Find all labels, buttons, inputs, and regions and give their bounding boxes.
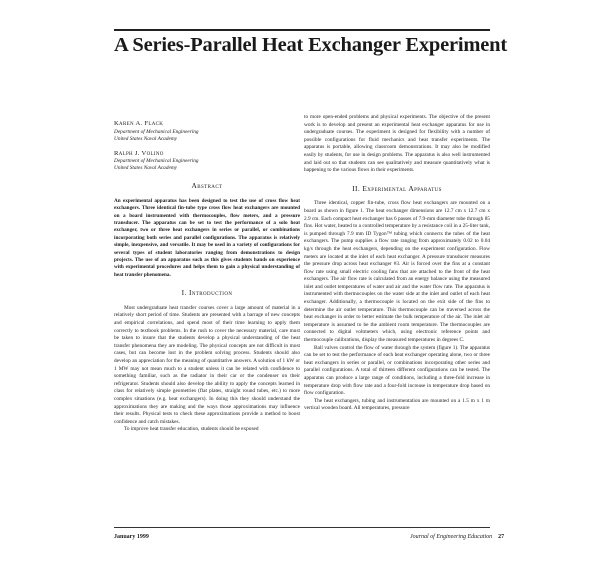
abstract-text: An experimental apparatus has been designed to test the use of cross flow heat exchangers. Three identical fin-tube type cross flow heat exchangers are mounted on a board instrumented with thermocouples, flow meters, and a pressure transducer. The apparatus can be set to test the performance of a solo heat exchanger, two or three heat exchangers in series or parallel, or combinations incorporating both series and parallel configurations. The apparatus is relatively simple, inexpensive, and versatile. It may be used in a variety of configurations for several types of student laboratories ranging from demonstrations to design projects. The use of an apparatus such as this gives students hands on experience with experimental procedures and helps them to gain a physical understanding of heat transfer phenomena. xyxy=(114,197,300,278)
author-institution: United States Naval Academy xyxy=(114,135,178,142)
right-column xyxy=(304,114,490,413)
page-number: 27 xyxy=(498,534,505,540)
introduction-heading: I. Introduction xyxy=(181,288,233,298)
footer-date: January 1999 xyxy=(114,534,149,540)
apparatus-paragraph: The heat exchangers, tubing and instrumentation are mounted on a 1.5 m x 1 m vertical wooden board. All temperatures, pressure xyxy=(304,397,490,412)
author-department: Department of Mechanical Engineering xyxy=(114,128,199,135)
footer-journal-block xyxy=(410,534,504,540)
apparatus-paragraph: Three identical, copper fin-tube, cross flow heat exchangers are mounted on a board as shown in figure 1. The heat exchanger dimensions are 12.7 cm x 12.7 cm x 2.9 cm. Each compact heat exchanger has 6 passes of 7.9-mm diameter tube through 85 fins. Hot water, heated to a controlled temperature by a resistance coil in a 25-liter tank, is pumped through 7.9 mm ID Tygon™ tubing which connects the tubes of the heat exchangers. The pump supplies a flow rate ranging from approximately 0.02 to 0.04 kg/s through the heat exchangers, depending on the experiment configuration. Flow meters are located at the inlet of each heat exchanger. A pressure transducer measures the pressure drop across heat exchanger #3. Air is forced over the fins at a constant flow rate using small electric cooling fans that are attached to the front of the heat exchangers. The air flow rate is calculated from an energy balance using the measured inlet and outlet temperatures of water and air and the water flow rate. The apparatus is instrumented with thermocouples on the water side at the inlet and outlet of each heat exchanger. Additionally, a thermocouple is located on the exit side of the fins to determine the air outlet temperature. This thermocouple can be traversed across the heat exchanger in order to better estimate the bulk temperature of the air. The inlet air temperature is assumed to be the ambient room temperature. The thermocouples are connected to digital voltmeters which, using electronic reference points and thermocouple calibrations, display the measured temperatures in degrees C. xyxy=(304,200,490,344)
author-institution: United States Naval Academy xyxy=(114,165,178,172)
apparatus-paragraph: Ball valves control the flow of water through the system (figure 1). The apparatus can be set to test the performance of each heat exchanger operating alone, two or three heat exchangers in series or parallel, or combinations incorporating other series and parallel configurations. A total of thirteen different configurations can be tested. The apparatus can produce a large range of conditions, including a three-fold increase in temperature drop with flow rate and a four-fold increase in temperature drop based on flow configuration. xyxy=(304,344,490,397)
author-block xyxy=(114,120,300,143)
abstract-heading: Abstract xyxy=(191,181,223,191)
footer-journal: Journal of Engineering Education xyxy=(410,534,493,540)
body-paragraph: to more open-ended problems and physical experiments. The objective of the present work is to develop and present an experimental heat exchanger apparatus for use in undergraduate courses. The experiment is designed for flexibility with a number of possible configurations for fluid mechanics and heat transfer experiments. The apparatus is portable, allowing classroom demonstrations. It may also be modified easily by students, for use in design problems. The apparatus is also well instrumented and laid out so that students can see qualitatively and measure quantitatively what is happening to the various flows in their experiments. xyxy=(304,114,490,174)
left-column xyxy=(114,120,300,434)
paper-title: A Series-Parallel Heat Exchanger Experiment xyxy=(114,34,507,56)
introduction-paragraph: Most undergraduate heat transfer courses cover a large amount of material in a relatively short period of time. Students are presented with a barrage of new concepts and empirical correlations, and spend most of their time learning to apply them correctly to textbook problems. In the rush to cover the necessary material, care must be taken to insure that the students develop a physical understanding of the heat transfer phenomena they are modeling. The physical concepts are not difficult in most cases, but can become lost in the problem solving process. Students should also develop an appreciation for the meaning of quantitative answers. A solution of 1 kW or 1 MW may not mean much to a student unless it can be related with confidence to something familiar, such as the radiator in their car or the condenser on their refrigerator. Students should also develop the ability to apply the concepts learned in class for relatively simple geometries (flat plates, straight round tubes, etc.) to more complex situations (e.g. heat exchangers). In doing this they should understand the approximations they are making and the ways those approximations may influence their results. Physical tests to check these approximations provide a method to boost confidence and catch mistakes. xyxy=(114,304,300,425)
title-rule xyxy=(114,29,490,31)
apparatus-heading: II. Experimental Apparatus xyxy=(352,183,442,193)
footer-rule xyxy=(114,527,490,528)
author-block xyxy=(114,150,300,173)
author-name: Ralph J. Volino xyxy=(114,149,164,157)
author-department: Department of Mechanical Engineering xyxy=(114,158,199,165)
introduction-paragraph: To improve heat transfer education, students should be exposed xyxy=(124,426,259,433)
author-name: Karen A. Flack xyxy=(114,120,164,127)
